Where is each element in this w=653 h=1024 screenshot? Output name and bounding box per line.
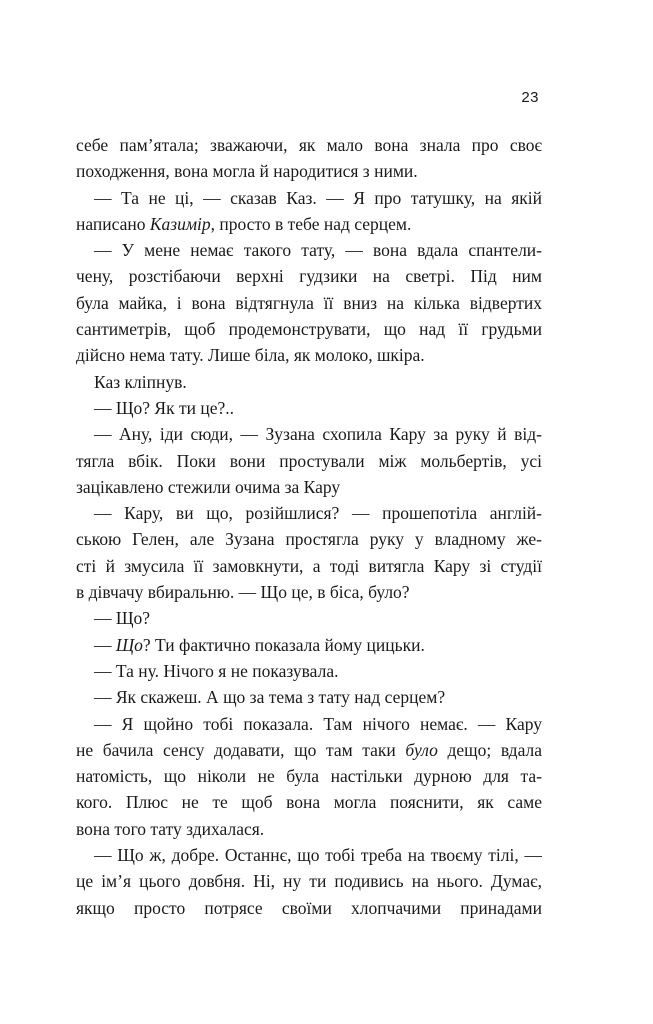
text-line: — Що? Як ти це?.. [94, 397, 235, 418]
text-line: не бачила сенсу додавати, що там таки було дещо; вдала [76, 739, 542, 760]
text-line: зацікавлено стежили очима за Кару [76, 476, 341, 497]
text-line: — Ану, іди сюди, — Зузана схопила Кару за руку й від- [94, 424, 542, 445]
text-line: дійсно нема тату. Лише біла, як молоко, шкіра. [76, 345, 425, 366]
text-line: — Та не ці, — сказав Каз. — Я про татушку, на якій [94, 187, 542, 208]
text-line: кого. Плюс не те щоб вона могла пояснити, як саме [76, 792, 542, 813]
text-line: якщо просто потрясе своїми хлопчачими принадами [76, 897, 542, 918]
text-line: вона того тату здихалася. [76, 818, 265, 839]
body-text [76, 132, 542, 921]
text-line: ською Гелен, але Зузана простягла руку у владному же- [76, 529, 542, 550]
text-line: тягла вбік. Поки вони простували між мольбертів, усі [76, 450, 542, 471]
text-line: була майка, і вона відтягнула її вниз на кілька відвертих [76, 292, 542, 313]
text-line: — Я щойно тобі показала. Там нічого немає. — Кару [94, 713, 542, 734]
text-line: — Що? [94, 608, 151, 629]
text-line: в дівчачу вбиральню. — Що це, в біса, було? [76, 582, 410, 603]
text-line: походження, вона могла й народитися з ними. [76, 161, 418, 182]
text-line: це ім’я цього довбня. Ні, ну ти подивись на нього. Думає, [76, 871, 542, 892]
page-number: 23 [521, 89, 539, 106]
text-line: себе пам’ятала; зважаючи, як мало вона знала про своє [76, 135, 542, 155]
text-line: — Як скажеш. А що за тема з тату над серцем? [94, 687, 446, 708]
text-line: — Та ну. Нічого я не показувала. [94, 660, 339, 681]
text-line: сті й змусила її замовкнути, а тоді витягла Кару зі студії [76, 555, 542, 576]
text-line: натомість, що ніколи не була настільки дурною для та- [76, 766, 542, 787]
text-line: Каз кліпнув. [94, 371, 187, 392]
text-line: — Кару, ви що, розійшлися? — прошепотіла англій- [94, 503, 542, 524]
text-line: — Що? Ти фактично показала йому цицьки. [94, 634, 425, 655]
text-line: чену, розстібаючи верхні гудзики на светрі. Під ним [76, 266, 542, 287]
text-line: сантиметрів, щоб продемонструвати, що над її грудьми [76, 319, 542, 340]
text-line: написано Казимір, просто в тебе над серцем. [76, 213, 412, 234]
text-line: — Що ж, добре. Останнє, що тобі треба на твоєму тілі, — [94, 845, 542, 866]
text-line: — У мене немає такого тату, — вона вдала спантели- [94, 240, 542, 261]
